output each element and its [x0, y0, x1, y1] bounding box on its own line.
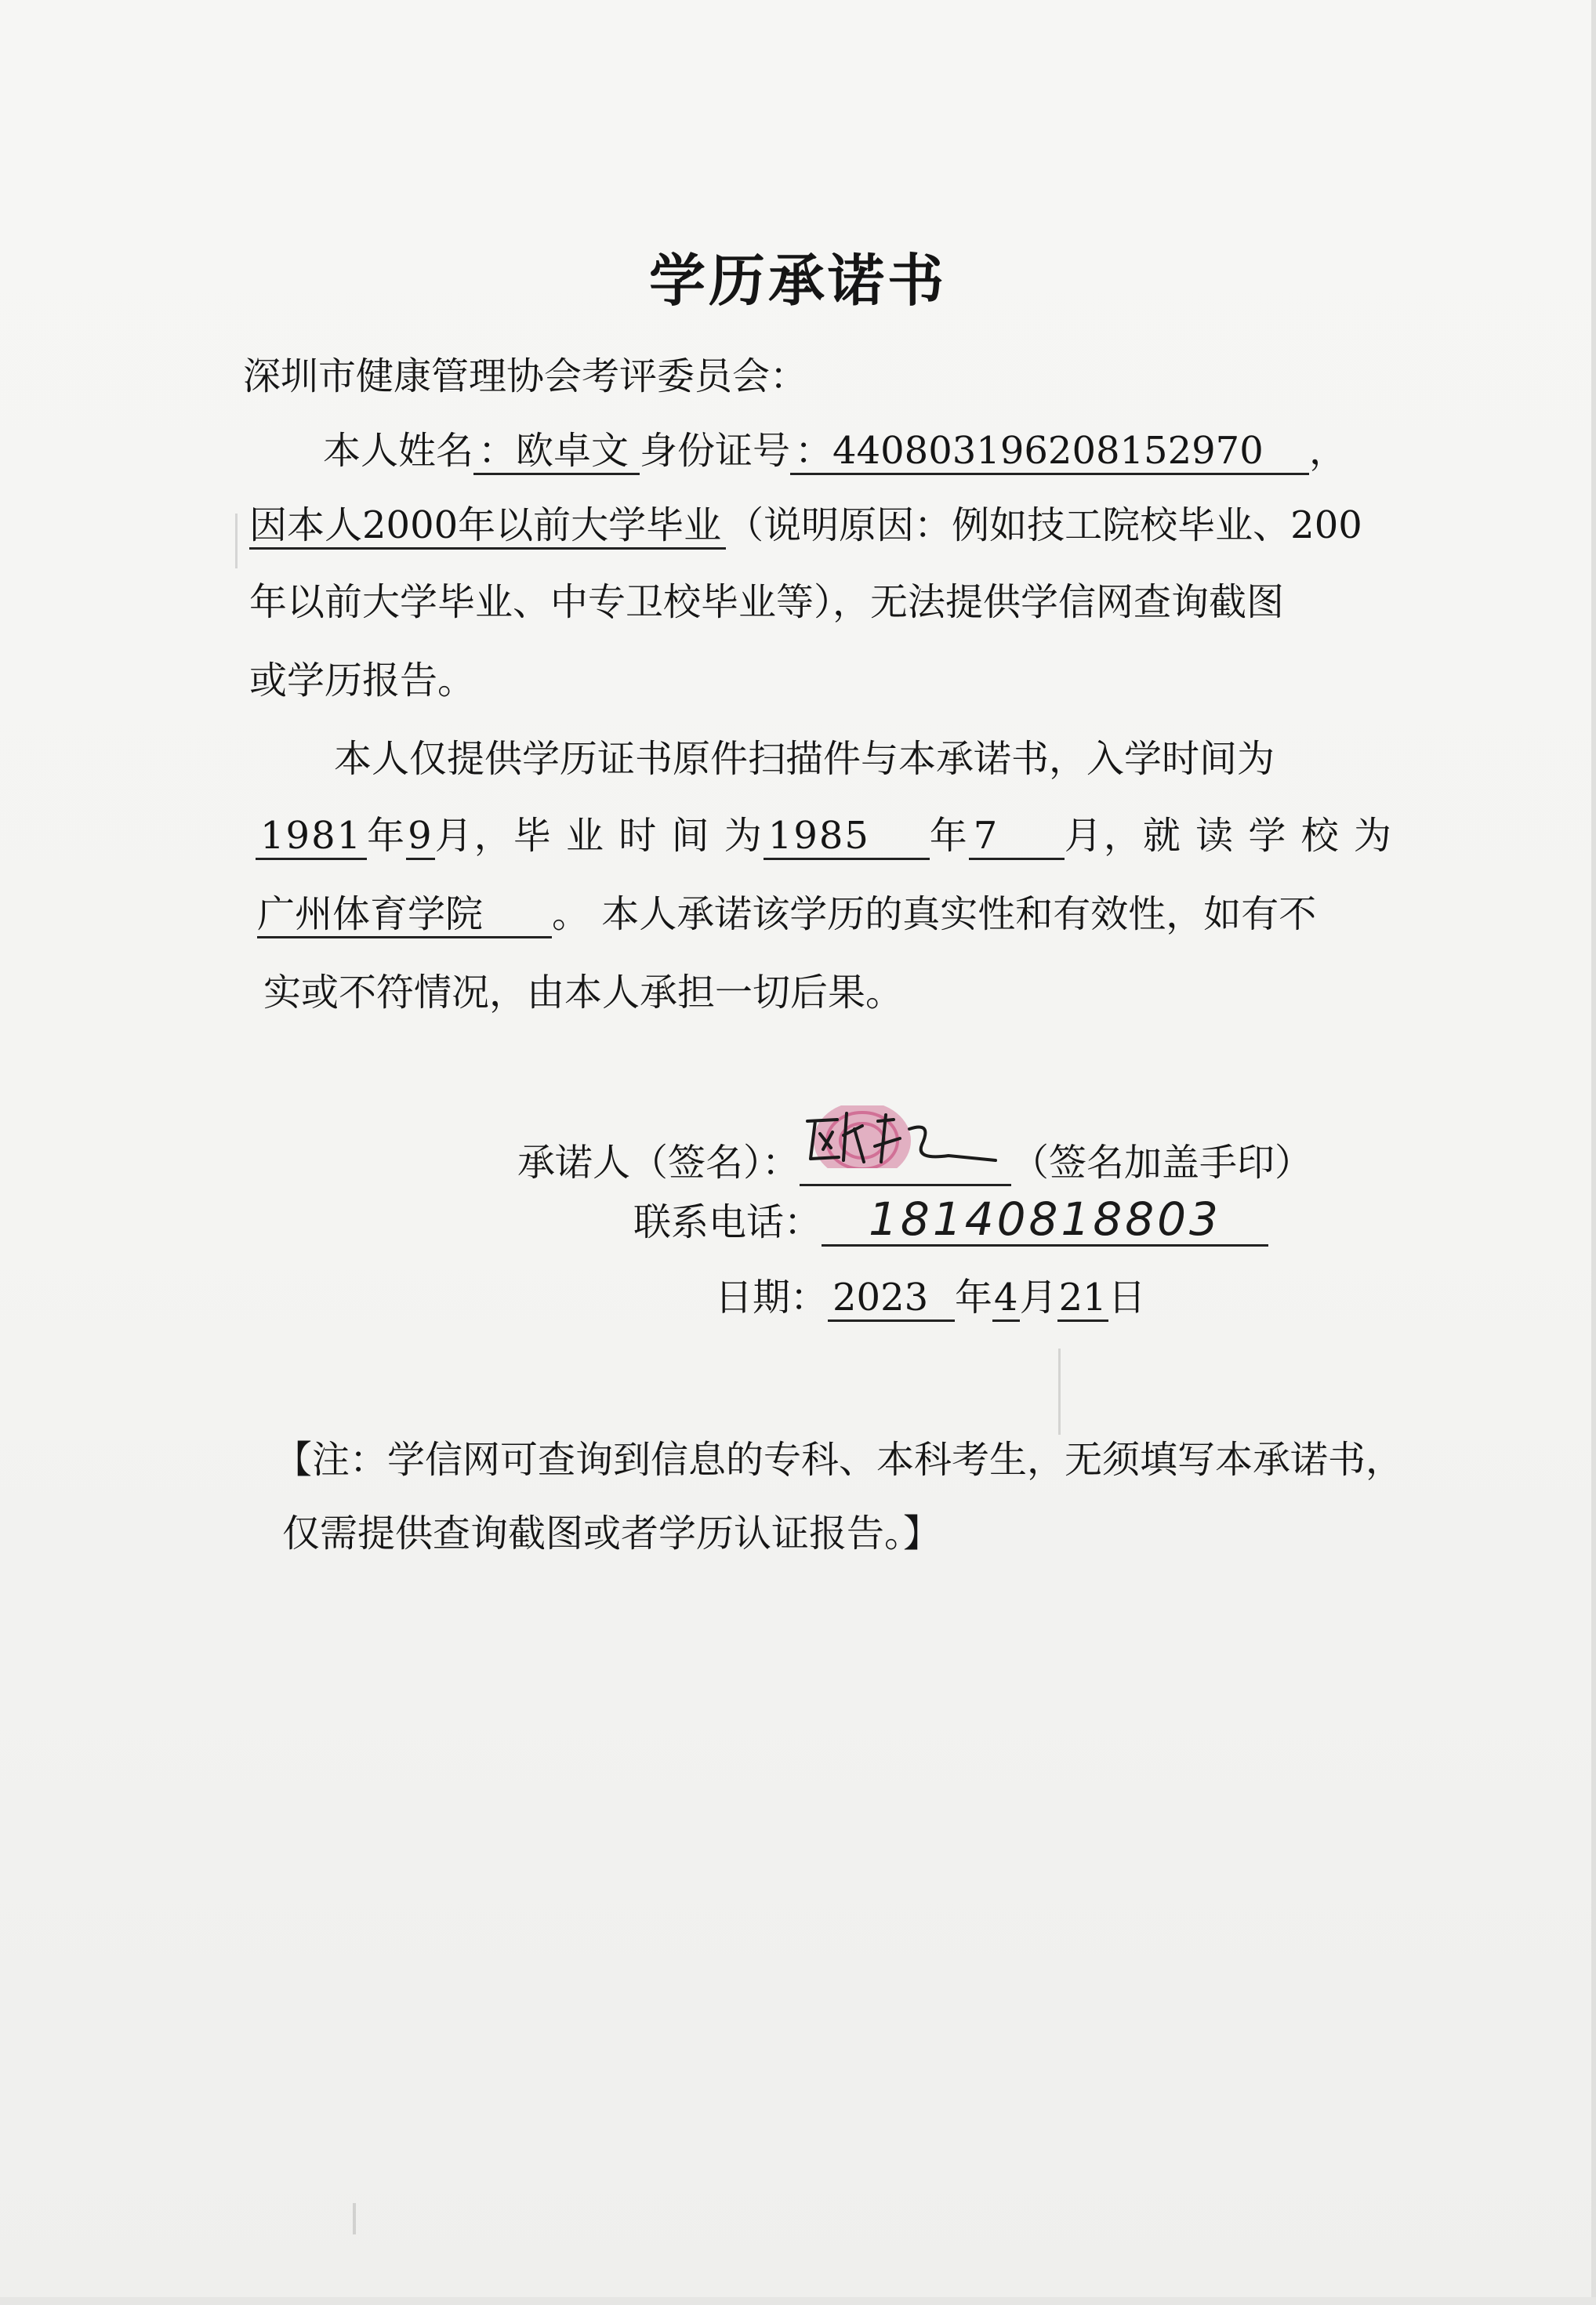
promise-text: 本人承诺该学历的真实性和有效性，如有不 — [601, 892, 1317, 936]
comma: ， — [1309, 429, 1348, 473]
phone-value: 18140818803 — [822, 1194, 1268, 1247]
enroll-month: 9 — [406, 814, 435, 860]
name-id-line — [323, 427, 1347, 475]
signature-area — [800, 1121, 1011, 1186]
id-value: 440803196208152970 — [832, 429, 1264, 473]
signature-label: 承诺人（签名）： — [517, 1141, 800, 1185]
phone-label: 联系电话： — [633, 1200, 822, 1244]
page-title: 学历承诺书 — [648, 247, 947, 314]
para2-line-1: 本人仅提供学历证书原件扫描件与本承诺书，入学时间为 — [334, 737, 1275, 781]
school-line: 广州体育学院 。 本人承诺该学历的真实性和有效性，如有不 — [257, 891, 1316, 938]
grad-month: 7 — [969, 814, 1065, 860]
reason-line-2: 年以前大学毕业、中专卫校毕业等），无法提供学信网查询截图 — [249, 580, 1285, 624]
scan-mark — [235, 514, 238, 568]
date-line: 日期： 2023 年4月21日 — [715, 1274, 1146, 1322]
note-line-1: 【注：学信网可查询到信息的专科、本科考生，无须填写本承诺书， — [274, 1438, 1404, 1482]
reason-note: （说明原因：例如技工院校毕业、200 — [726, 503, 1362, 547]
scan-mark — [1058, 1349, 1061, 1435]
phone-line — [633, 1194, 1268, 1247]
consequence-line: 实或不符情况，由本人承担一切后果。 — [263, 971, 904, 1015]
reason-line — [249, 502, 1362, 550]
signature-line — [517, 1121, 1312, 1186]
name-value: 欧卓文 — [516, 429, 629, 473]
name-label: 本人姓名 — [323, 429, 474, 473]
scan-edge-bottom — [0, 2297, 1596, 2305]
date-label: 日期： — [715, 1276, 829, 1319]
scan-mark — [353, 2203, 356, 2234]
salutation: 深圳市健康管理协会考评委员会： — [243, 354, 808, 398]
dates-line: 1981 年9月，毕 业 时 间 为 1985 年 7 月，就 读 学 校 为 — [256, 812, 1393, 860]
date-month: 4 — [992, 1276, 1020, 1322]
note-line-2: 仅需提供查询截图或者学历认证报告。】 — [282, 1512, 941, 1555]
signature-note: （签名加盖手印） — [1011, 1141, 1313, 1185]
scan-edge-right — [1591, 0, 1596, 2305]
enroll-year: 1981 — [256, 814, 367, 860]
date-day: 21 — [1057, 1276, 1108, 1322]
id-label: 身份证号 — [640, 429, 791, 473]
id-field: ：440803196208152970 — [790, 429, 1309, 475]
date-year: 2023 — [828, 1276, 955, 1322]
name-field: ：欧卓文 — [473, 429, 640, 475]
handwritten-signature — [800, 1098, 1011, 1176]
reason-line-3: 或学历报告。 — [249, 659, 476, 702]
school-name: 广州体育学院 — [257, 892, 552, 938]
grad-year: 1985 — [764, 814, 930, 860]
reason-prefix: 因本人2000年以前大学毕业 — [249, 503, 726, 550]
